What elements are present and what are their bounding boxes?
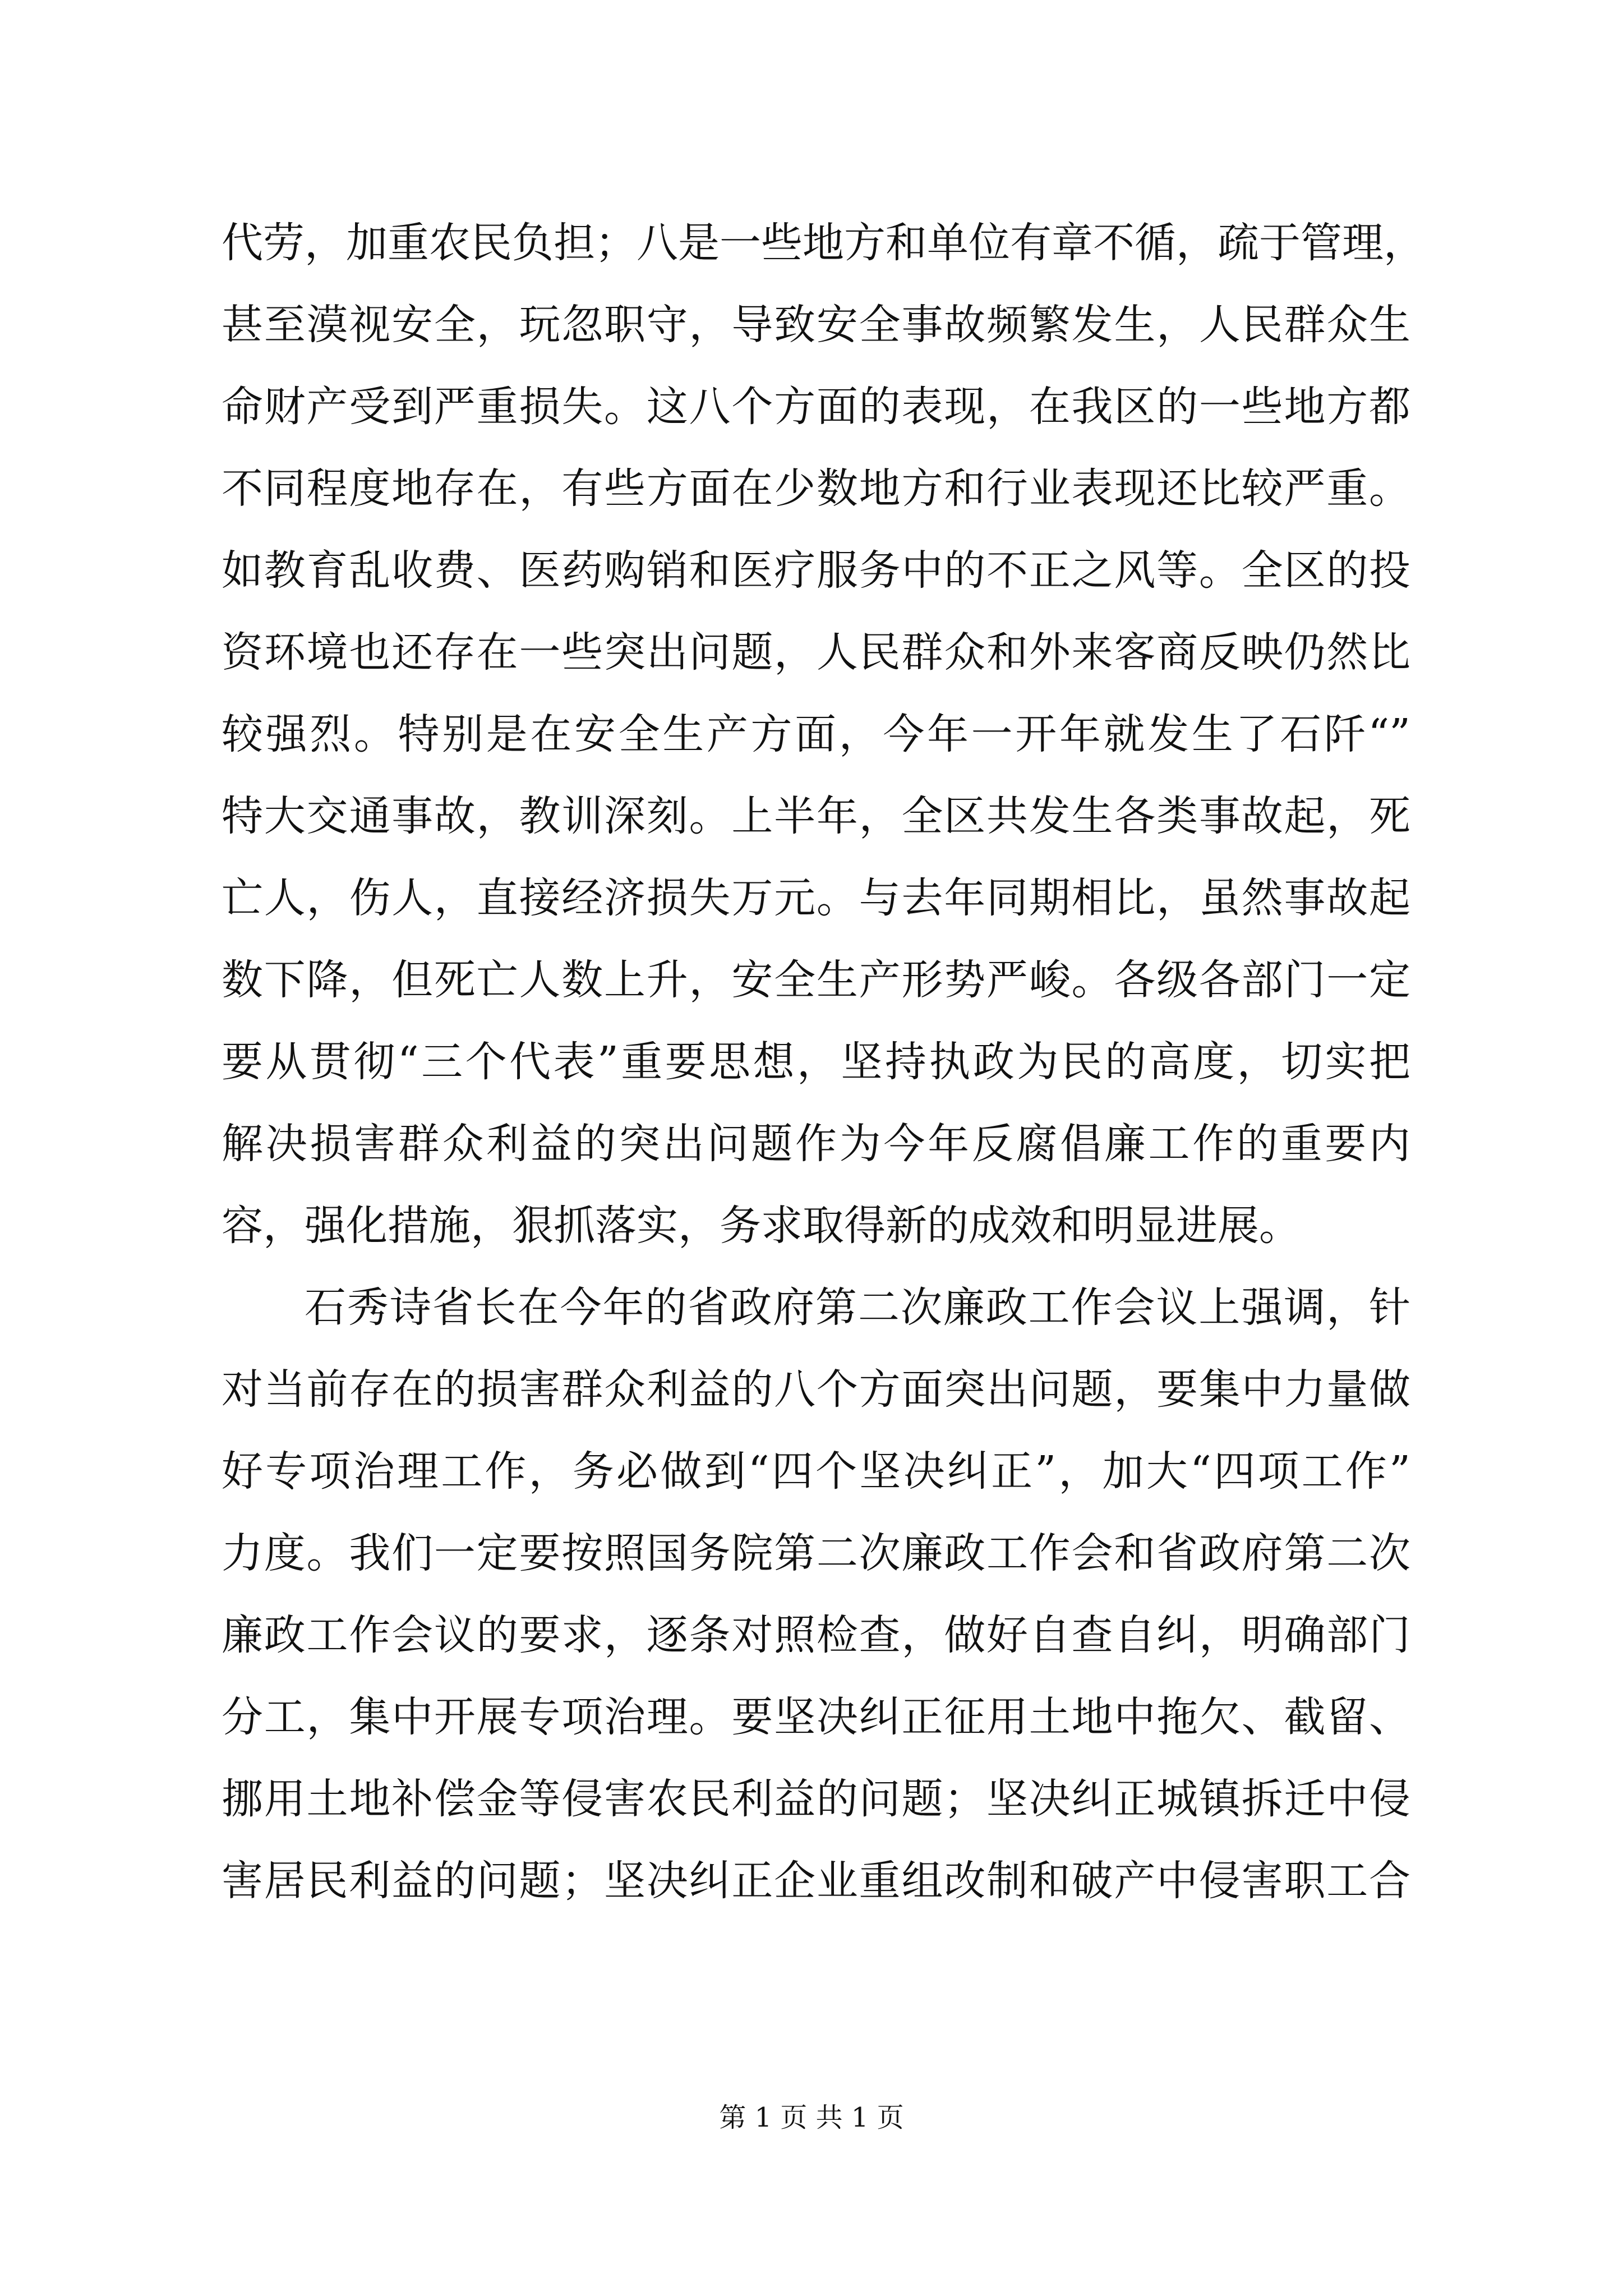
text-line: 代劳，加重农民负担；八是一些地方和单位有章不循，疏于管理，	[222, 219, 1425, 267]
text-line: 要从贯彻“三个代表”重要思想，坚持执政为民的高度，切实把	[222, 1038, 1410, 1086]
text-line: 命财产受到严重损失。这八个方面的表现，在我区的一些地方都	[222, 383, 1410, 431]
text-line: 特大交通事故，教训深刻。上半年，全区共发生各类事故起，死	[222, 792, 1410, 840]
text-line: 资环境也还存在一些突出问题，人民群众和外来客商反映仍然比	[222, 628, 1410, 677]
text-line: 容，强化措施，狠抓落实，务求取得新的成效和明显进展。	[222, 1202, 1301, 1250]
text-line: 好专项治理工作，务必做到“四个坚决纠正”，加大“四项工作”	[222, 1447, 1410, 1496]
text-line: 力度。我们一定要按照国务院第二次廉政工作会和省政府第二次	[222, 1529, 1410, 1577]
text-line: 害居民利益的问题；坚决纠正企业重组改制和破产中侵害职工合	[222, 1857, 1410, 1905]
text-line: 数下降，但死亡人数上升，安全生产形势严峻。各级各部门一定	[222, 956, 1410, 1004]
document-body	[222, 202, 1425, 1922]
text-line: 甚至漠视安全，玩忽职守，导致安全事故频繁发生，人民群众生	[222, 301, 1410, 349]
text-line: 石秀诗省长在今年的省政府第二次廉政工作会议上强调，针	[305, 1283, 1410, 1332]
text-line: 廉政工作会议的要求，逐条对照检查，做好自查自纠，明确部门	[222, 1611, 1410, 1659]
text-line: 对当前存在的损害群众利益的八个方面突出问题，要集中力量做	[222, 1365, 1410, 1414]
paragraph-2	[222, 1267, 1410, 1922]
text-line: 挪用土地补偿金等侵害农民利益的问题；坚决纠正城镇拆迁中侵	[222, 1775, 1410, 1823]
paragraph-1	[222, 202, 1425, 1267]
text-line: 较强烈。特别是在安全生产方面，今年一开年就发生了石阡“”	[222, 710, 1410, 758]
text-line: 亡人，伤人，直接经济损失万元。与去年同期相比，虽然事故起	[222, 874, 1410, 922]
page-footer: 第 1 页 共 1 页	[719, 2102, 904, 2133]
text-line: 解决损害群众利益的突出问题作为今年反腐倡廉工作的重要内	[222, 1120, 1410, 1168]
text-line: 如教育乱收费、医药购销和医疗服务中的不正之风等。全区的投	[222, 546, 1410, 595]
text-line: 不同程度地存在，有些方面在少数地方和行业表现还比较严重。	[222, 464, 1410, 513]
text-line: 分工，集中开展专项治理。要坚决纠正征用土地中拖欠、截留、	[222, 1693, 1410, 1741]
